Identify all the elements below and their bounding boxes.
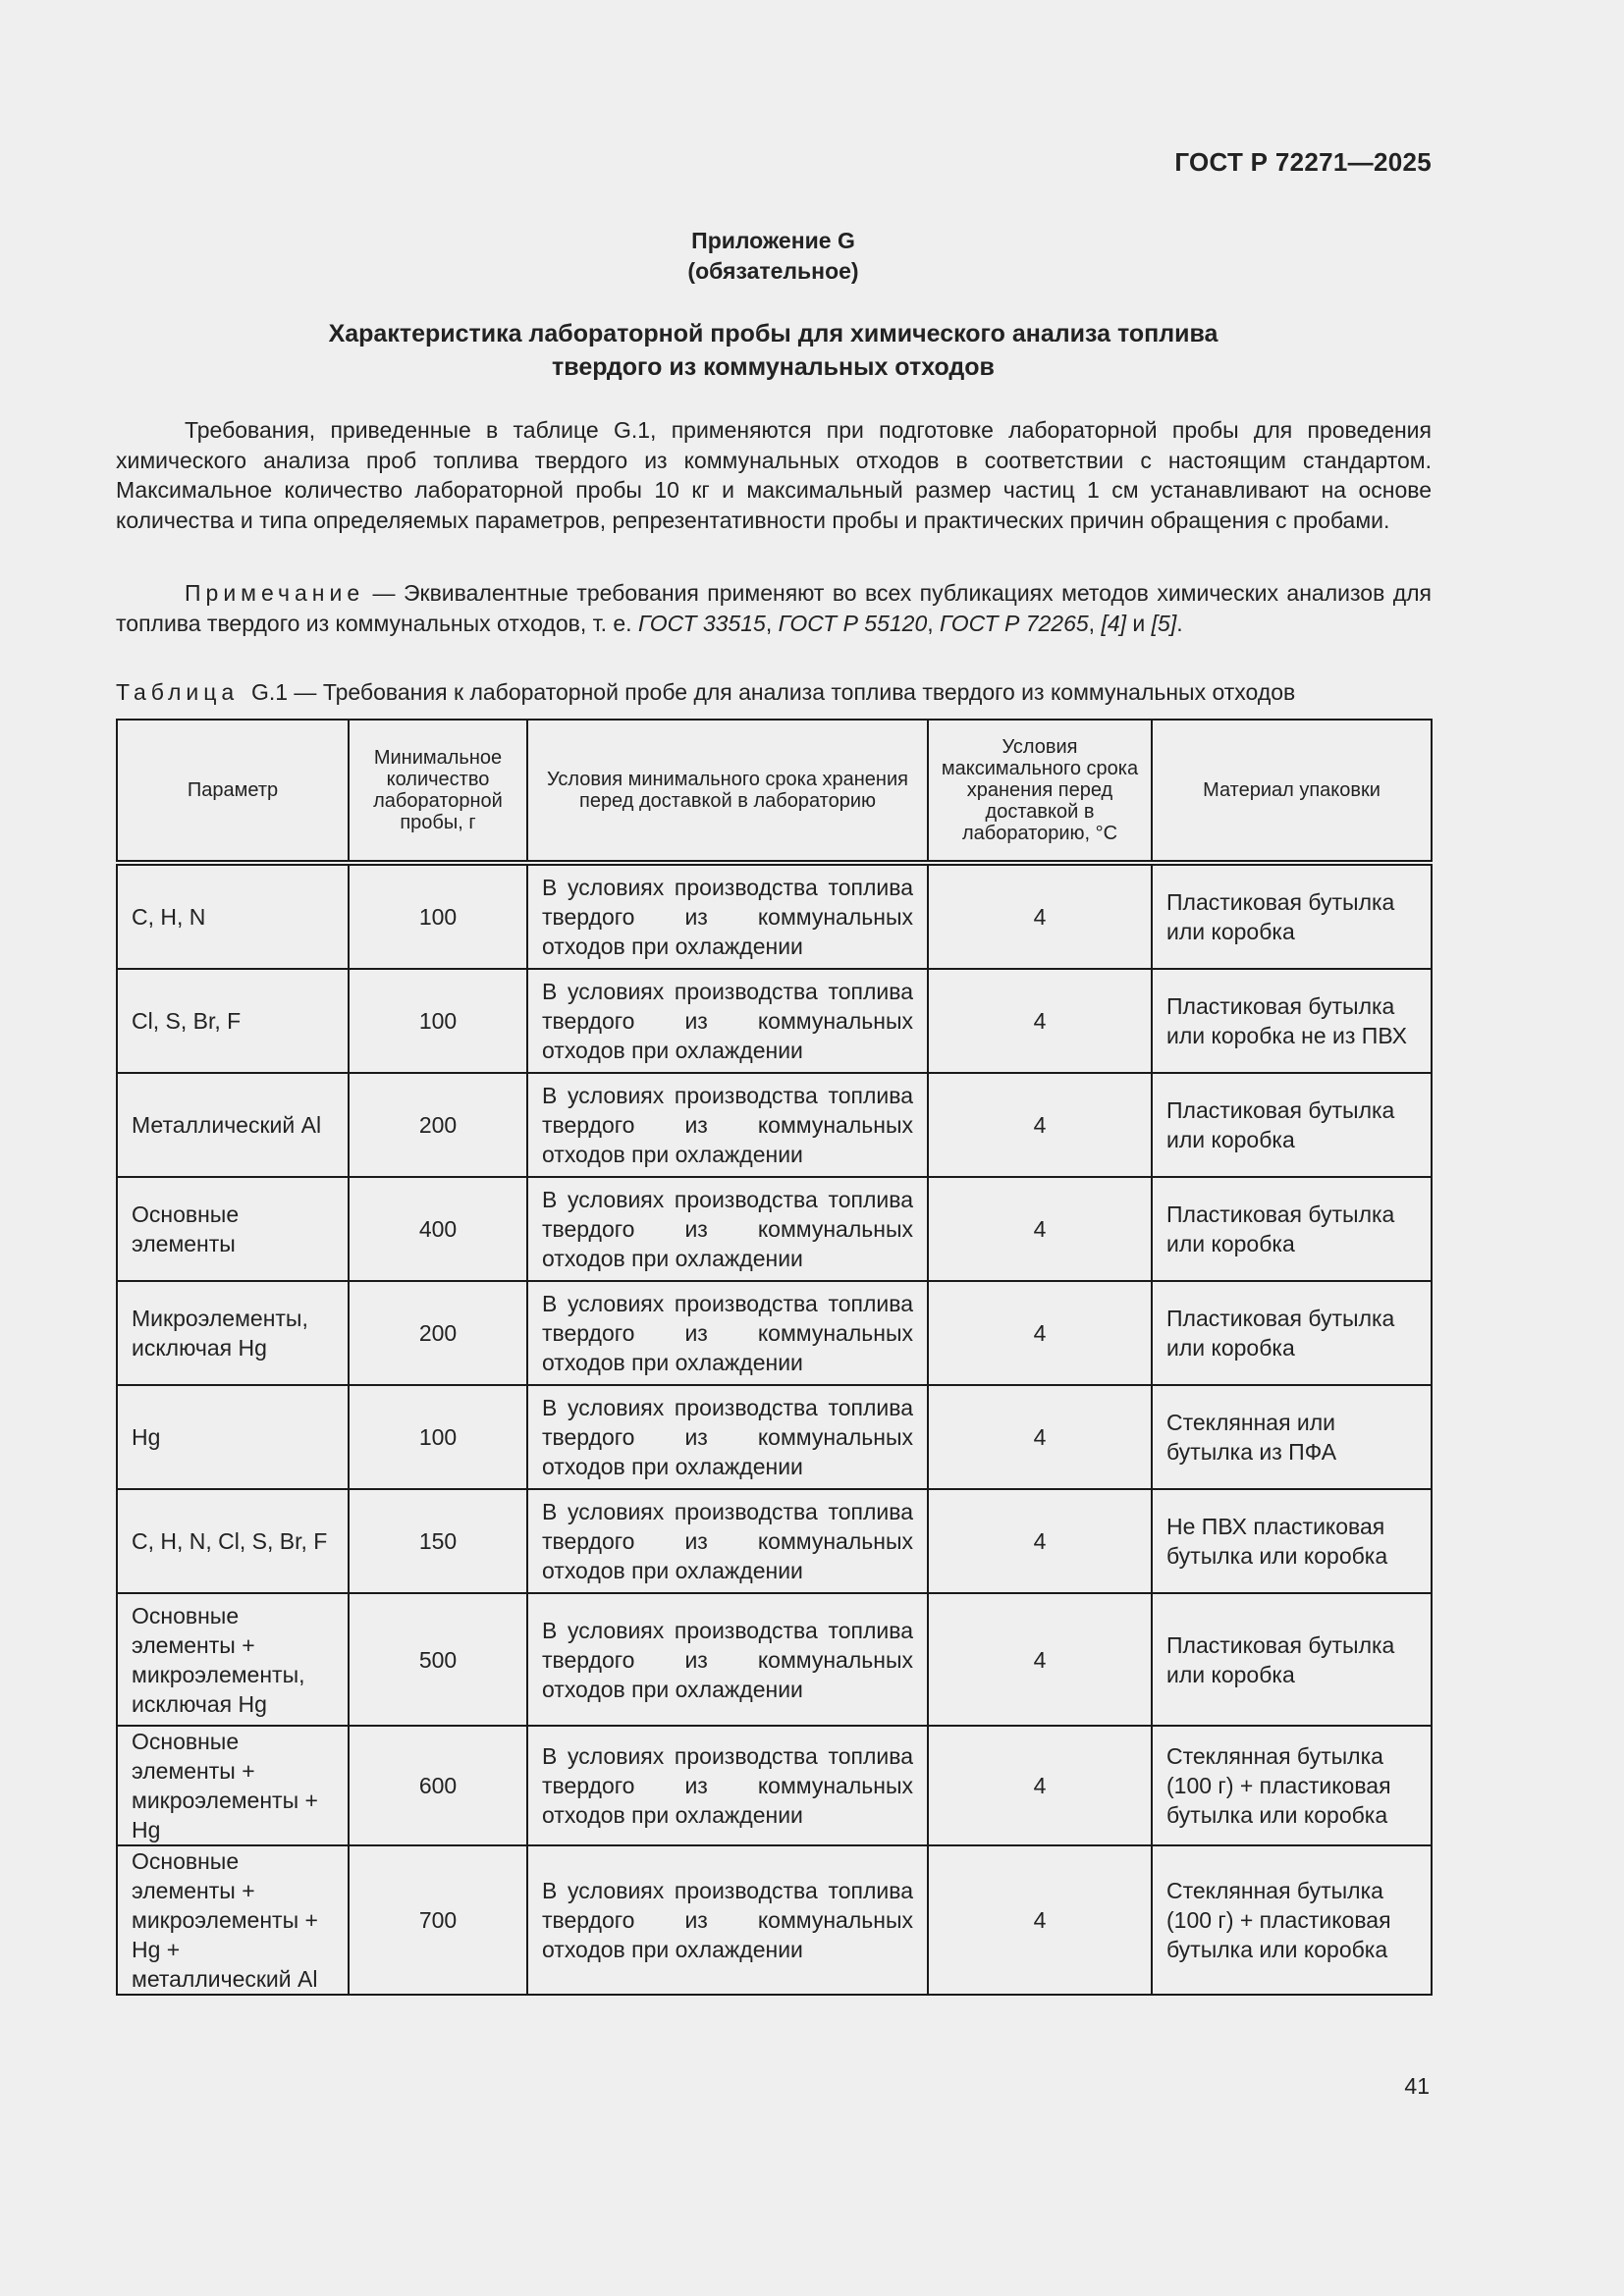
note-paragraph: [116, 578, 1432, 638]
cell-parameter: Основные элементы + микроэлементы + Hg + металлический Al: [117, 1845, 349, 1995]
note-separator: ,: [765, 610, 779, 636]
cell-parameter: Микроэлементы, исключая Hg: [117, 1281, 349, 1385]
table-row: [117, 1845, 1432, 1995]
cell-conditions: В условиях производства топлива твердого из коммунальных отходов при охлаждении: [527, 1385, 928, 1489]
cell-temperature: 4: [928, 1845, 1152, 1995]
table-row: [117, 1593, 1432, 1726]
cell-temperature: 4: [928, 1385, 1152, 1489]
note-separator: ,: [927, 610, 941, 636]
cell-parameter: C, H, N: [117, 863, 349, 969]
section-title: [0, 317, 1546, 384]
note-text: — Эквивалентные требования применяют во всех публикациях методов химических анализов для топлива твердого из коммунальных отходов, т. е.: [116, 580, 1432, 636]
note-ref-gost-33515: ГОСТ 33515: [637, 610, 766, 636]
note-separator: ,: [1088, 610, 1102, 636]
cell-packaging: Пластиковая бутылка или коробка: [1152, 863, 1432, 969]
cell-amount: 200: [349, 1281, 527, 1385]
table-row: [117, 1489, 1432, 1593]
cell-temperature: 4: [928, 1177, 1152, 1281]
cell-packaging: Пластиковая бутылка или коробка: [1152, 1281, 1432, 1385]
annex-status: (обязательное): [687, 258, 859, 284]
cell-conditions: В условиях производства топлива твердого из коммунальных отходов при охлаждении: [527, 1726, 928, 1845]
cell-packaging: Пластиковая бутылка или коробка: [1152, 1177, 1432, 1281]
cell-parameter: Металлический Al: [117, 1073, 349, 1177]
table-row: [117, 1726, 1432, 1845]
cell-temperature: 4: [928, 863, 1152, 969]
cell-temperature: 4: [928, 1726, 1152, 1845]
note-ref-gost-r-55120: ГОСТ Р 55120: [778, 610, 928, 636]
cell-parameter: C, H, N, Cl, S, Br, F: [117, 1489, 349, 1593]
table-caption-label: Таблица: [116, 679, 240, 705]
cell-packaging: Пластиковая бутылка или коробка: [1152, 1593, 1432, 1726]
cell-conditions: В условиях производства топлива твердого из коммунальных отходов при охлаждении: [527, 1281, 928, 1385]
table-row: [117, 1073, 1432, 1177]
section-title-line-1: Характеристика лабораторной пробы для химического анализа топлива: [328, 320, 1218, 347]
cell-conditions: В условиях производства топлива твердого из коммунальных отходов при охлаждении: [527, 1177, 928, 1281]
cell-temperature: 4: [928, 1489, 1152, 1593]
document-id: ГОСТ Р 72271—2025: [1174, 147, 1432, 177]
cell-parameter: Основные элементы + микроэлементы + Hg: [117, 1726, 349, 1845]
cell-amount: 100: [349, 969, 527, 1073]
table-header-row: [117, 720, 1432, 863]
table-row: [117, 969, 1432, 1073]
cell-packaging: Стеклянная или бутылка из ПФА: [1152, 1385, 1432, 1489]
cell-parameter: Cl, S, Br, F: [117, 969, 349, 1073]
cell-amount: 100: [349, 863, 527, 969]
cell-parameter: Основные элементы + микроэлементы, исключая Hg: [117, 1593, 349, 1726]
cell-packaging: Пластиковая бутылка или коробка не из ПВХ: [1152, 969, 1432, 1073]
annex-heading: [0, 226, 1546, 287]
cell-packaging: Стеклянная бутылка (100 г) + пластиковая бутылка или коробка: [1152, 1845, 1432, 1995]
header-parameter: Параметр: [117, 720, 349, 863]
cell-conditions: В условиях производства топлива твердого из коммунальных отходов при охлаждении: [527, 1073, 928, 1177]
annex-title: Приложение G: [691, 228, 855, 253]
cell-conditions: В условиях производства топлива твердого из коммунальных отходов при охлаждении: [527, 1593, 928, 1726]
requirements-table: [116, 719, 1433, 1996]
cell-packaging: Не ПВХ пластиковая бутылка или коробка: [1152, 1489, 1432, 1593]
table-row: [117, 1385, 1432, 1489]
note-separator: и: [1126, 610, 1152, 636]
cell-parameter: Основные элементы: [117, 1177, 349, 1281]
cell-parameter: Hg: [117, 1385, 349, 1489]
note-label: Примечание: [185, 580, 365, 606]
cell-packaging: Пластиковая бутылка или коробка: [1152, 1073, 1432, 1177]
cell-amount: 200: [349, 1073, 527, 1177]
cell-conditions: В условиях производства топлива твердого из коммунальных отходов при охлаждении: [527, 1489, 928, 1593]
cell-temperature: 4: [928, 969, 1152, 1073]
table-caption: [116, 677, 1295, 707]
intro-paragraph: [116, 415, 1432, 535]
cell-temperature: 4: [928, 1073, 1152, 1177]
table-row: [117, 1281, 1432, 1385]
note-ref-5: [5]: [1151, 610, 1177, 636]
cell-amount: 400: [349, 1177, 527, 1281]
table-row: [117, 1177, 1432, 1281]
page-number: 41: [1404, 2073, 1430, 2099]
cell-temperature: 4: [928, 1281, 1152, 1385]
cell-conditions: В условиях производства топлива твердого из коммунальных отходов при охлаждении: [527, 863, 928, 969]
cell-amount: 700: [349, 1845, 527, 1995]
header-min-storage-conditions: Условия минимального срока хранения перед доставкой в лабораторию: [527, 720, 928, 863]
note-end: .: [1176, 610, 1183, 636]
cell-amount: 600: [349, 1726, 527, 1845]
cell-amount: 100: [349, 1385, 527, 1489]
table-caption-text: G.1 — Требования к лабораторной пробе для анализа топлива твердого из коммунальных отходов: [250, 679, 1296, 705]
header-packaging-material: Материал упаковки: [1152, 720, 1432, 863]
cell-packaging: Стеклянная бутылка (100 г) + пластиковая бутылка или коробка: [1152, 1726, 1432, 1845]
header-min-amount: Минимальное количество лабораторной пробы, г: [349, 720, 527, 863]
cell-temperature: 4: [928, 1593, 1152, 1726]
header-max-storage-conditions: Условия максимального срока хранения перед доставкой в лабораторию, °C: [928, 720, 1152, 863]
cell-amount: 150: [349, 1489, 527, 1593]
note-ref-4: [4]: [1101, 610, 1127, 636]
cell-conditions: В условиях производства топлива твердого из коммунальных отходов при охлаждении: [527, 1845, 928, 1995]
note-ref-gost-r-72265: ГОСТ Р 72265: [940, 610, 1089, 636]
cell-conditions: В условиях производства топлива твердого из коммунальных отходов при охлаждении: [527, 969, 928, 1073]
intro-paragraph-text: Требования, приведенные в таблице G.1, применяются при подготовке лабораторной пробы для проведения химического анализа проб топлива твердого из коммунальных отходов в соответствии с настоящим стандартом. Максимальное количество лабораторной пробы 10 кг и максимальный размер частиц 1 см устанавливают на основе количества и типа определяемых параметров, репрезентативности пробы и практических причин обращения с пробами.: [116, 417, 1432, 533]
section-title-line-2: твердого из коммунальных отходов: [552, 353, 995, 381]
cell-amount: 500: [349, 1593, 527, 1726]
table-row: [117, 863, 1432, 969]
